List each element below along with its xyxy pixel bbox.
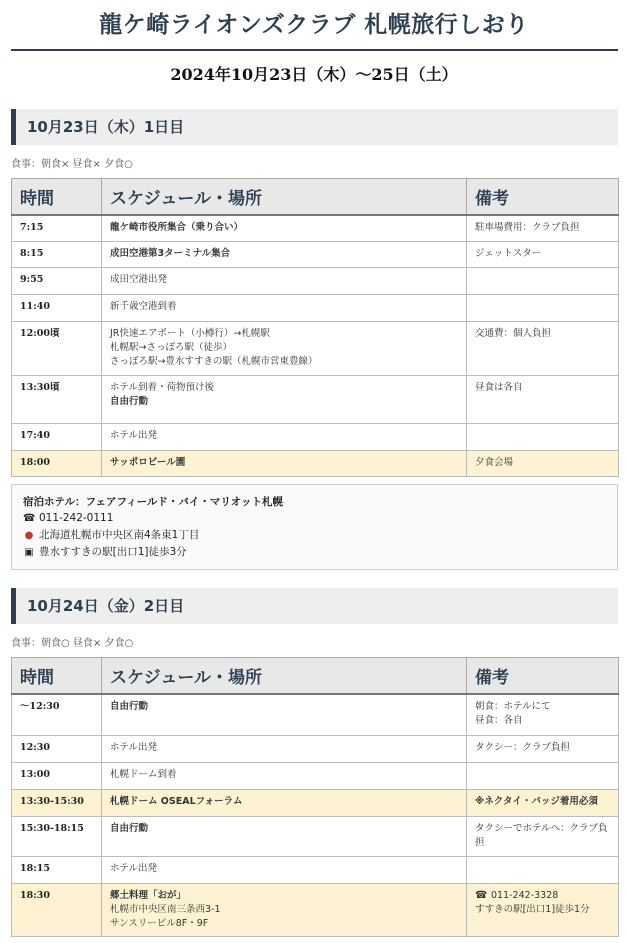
schedule-cell bbox=[102, 789, 467, 816]
schedule-line: 自由行動 bbox=[110, 822, 149, 834]
note-text: 朝食：ホテルにて bbox=[475, 701, 551, 712]
note-line bbox=[475, 221, 610, 235]
table-header-row bbox=[12, 658, 619, 695]
day1-schedule-table bbox=[11, 178, 619, 477]
time-cell: 7:15 bbox=[12, 215, 102, 241]
time-cell: 18:15 bbox=[12, 856, 102, 883]
schedule-cell bbox=[102, 450, 467, 476]
note-text: タクシー：クラブ負担 bbox=[475, 741, 571, 753]
time-cell: 18:00 bbox=[12, 450, 102, 476]
table-row bbox=[12, 267, 619, 294]
schedule-line: 新千歳空港到着 bbox=[110, 300, 177, 312]
table-row bbox=[12, 762, 619, 789]
hotel-phone-line bbox=[23, 510, 606, 527]
hotel-access: 豊水すすきの駅[出口1]徒歩3分 bbox=[39, 546, 187, 558]
notes-cell bbox=[467, 450, 619, 476]
time-cell: 12:30 bbox=[12, 735, 102, 762]
header-notes: 備考 bbox=[467, 658, 619, 695]
notes-cell bbox=[467, 375, 619, 423]
time-cell: 12:00頃 bbox=[12, 321, 102, 375]
time-cell: 〜12:30 bbox=[12, 694, 102, 735]
schedule-cell bbox=[102, 423, 467, 450]
note-line bbox=[475, 889, 610, 903]
time-cell: 15:30-18:15 bbox=[12, 816, 102, 856]
table-row bbox=[12, 816, 619, 856]
schedule-cell bbox=[102, 694, 467, 735]
note-text: 交通費：個人負担 bbox=[475, 327, 552, 339]
header-time: 時間 bbox=[12, 658, 102, 695]
schedule-line: 自由行動 bbox=[110, 395, 149, 407]
hotel-access-line bbox=[23, 544, 606, 561]
note-line bbox=[475, 822, 610, 850]
schedule-line: ホテル到着・荷物預け後 bbox=[110, 381, 215, 393]
table-row bbox=[12, 215, 619, 241]
note-line bbox=[475, 795, 610, 809]
schedule-line: サッポロビール園 bbox=[110, 456, 186, 468]
table-header-row bbox=[12, 179, 619, 216]
schedule-line: 札幌ドーム OSEALフォーラム bbox=[110, 795, 243, 807]
note-line bbox=[475, 381, 610, 395]
schedule-cell bbox=[102, 321, 467, 375]
time-cell: 18:30 bbox=[12, 883, 102, 936]
notes-cell bbox=[467, 215, 619, 241]
notes-cell bbox=[467, 816, 619, 856]
note-text: すすきの駅[出口1]徒歩1分 bbox=[475, 903, 590, 915]
time-cell: 8:15 bbox=[12, 241, 102, 267]
schedule-line: サンスリービル8F・9F bbox=[110, 917, 209, 929]
note-line bbox=[475, 903, 610, 917]
schedule-cell bbox=[102, 762, 467, 789]
title-rule bbox=[11, 49, 618, 51]
schedule-line: 成田空港第3ターミナル集合 bbox=[110, 247, 231, 259]
train-icon: ▣ bbox=[24, 547, 34, 558]
schedule-line: 自由行動 bbox=[110, 701, 149, 712]
schedule-cell bbox=[102, 735, 467, 762]
schedule-cell bbox=[102, 375, 467, 423]
day1-meals: 食事：朝食× 昼食× 夕食○ bbox=[11, 159, 133, 170]
table-row bbox=[12, 856, 619, 883]
table-row bbox=[12, 241, 619, 267]
day2-schedule-table bbox=[11, 657, 619, 937]
schedule-line: 郷土料理「おが」 bbox=[110, 889, 187, 901]
schedule-cell bbox=[102, 215, 467, 241]
day1-header: 10月23日（木）1日目 bbox=[11, 109, 618, 145]
table-row bbox=[12, 321, 619, 375]
header-schedule: スケジュール・場所 bbox=[102, 658, 467, 695]
note-line bbox=[475, 247, 610, 261]
hotel-phone: 011-242-0111 bbox=[39, 512, 114, 524]
schedule-cell bbox=[102, 816, 467, 856]
schedule-cell bbox=[102, 883, 467, 936]
note-line bbox=[475, 456, 610, 470]
schedule-line: 札幌市中央区南三条西3-1 bbox=[110, 903, 221, 915]
note-line bbox=[475, 327, 610, 341]
table-row bbox=[12, 735, 619, 762]
note-text: 夕食会場 bbox=[475, 456, 514, 468]
schedule-line: ホテル出発 bbox=[110, 741, 158, 753]
notes-cell bbox=[467, 883, 619, 936]
note-text: 昼食：各自 bbox=[475, 715, 523, 726]
day2-header: 10月24日（金）2日目 bbox=[11, 588, 618, 624]
notes-cell bbox=[467, 735, 619, 762]
schedule-cell bbox=[102, 856, 467, 883]
hotel-address-line bbox=[23, 527, 606, 544]
schedule-cell bbox=[102, 241, 467, 267]
notes-cell bbox=[467, 321, 619, 375]
schedule-line: さっぽろ駅→豊水すすきの駅（札幌市営東豊線） bbox=[110, 355, 318, 367]
hotel-address: 北海道札幌市中央区南4条東1丁目 bbox=[39, 529, 200, 541]
day2-meals: 食事：朝食○ 昼食× 夕食○ bbox=[11, 638, 134, 649]
schedule-line: 札幌ドーム到着 bbox=[110, 768, 177, 780]
time-cell: 17:40 bbox=[12, 423, 102, 450]
table-row bbox=[12, 694, 619, 735]
schedule-line: 成田空港出発 bbox=[110, 273, 168, 285]
time-cell: 9:55 bbox=[12, 267, 102, 294]
notes-cell bbox=[467, 856, 619, 883]
schedule-line: 龍ケ崎市役所集合（乗り合い） bbox=[110, 222, 244, 233]
hotel-name: 宿泊ホテル：フェアフィールド・バイ・マリオット札幌 bbox=[23, 496, 283, 508]
note-text: ※ネクタイ・バッジ着用必須 bbox=[475, 795, 598, 807]
hotel-info-box bbox=[11, 484, 618, 570]
phone-icon: ☎ bbox=[23, 513, 36, 524]
table-row bbox=[12, 294, 619, 321]
note-line bbox=[475, 741, 610, 755]
table-row bbox=[12, 883, 619, 936]
table-row bbox=[12, 450, 619, 476]
note-text: タクシーでホテルへ：クラブ負担 bbox=[475, 822, 608, 848]
date-range: 2024年10月23日（木）〜25日（土） bbox=[170, 65, 458, 84]
header-schedule: スケジュール・場所 bbox=[102, 179, 467, 216]
note-text: 011-242-3328 bbox=[491, 889, 559, 901]
phone-icon: ☎ bbox=[475, 889, 488, 901]
schedule-cell bbox=[102, 294, 467, 321]
notes-cell bbox=[467, 423, 619, 450]
notes-cell bbox=[467, 294, 619, 321]
time-cell: 13:30-15:30 bbox=[12, 789, 102, 816]
time-cell: 13:30頃 bbox=[12, 375, 102, 423]
notes-cell bbox=[467, 241, 619, 267]
time-cell: 13:00 bbox=[12, 762, 102, 789]
table-row bbox=[12, 423, 619, 450]
note-line bbox=[475, 714, 610, 728]
notes-cell bbox=[467, 762, 619, 789]
note-text: ジェットスター bbox=[475, 247, 542, 259]
map-pin-icon: ● bbox=[24, 530, 34, 541]
page-title: 龍ケ崎ライオンズクラブ 札幌旅行しおり bbox=[99, 12, 529, 38]
schedule-line: 札幌駅→さっぽろ駅（徒歩） bbox=[110, 341, 232, 353]
note-text: 駐車場費用：クラブ負担 bbox=[475, 222, 580, 233]
table-row bbox=[12, 789, 619, 816]
schedule-line: JR快速エアポート（小樽行）→札幌駅 bbox=[110, 327, 270, 339]
schedule-line: ホテル出発 bbox=[110, 429, 158, 441]
notes-cell bbox=[467, 694, 619, 735]
schedule-line: ホテル出発 bbox=[110, 862, 158, 874]
header-notes: 備考 bbox=[467, 179, 619, 216]
time-cell: 11:40 bbox=[12, 294, 102, 321]
note-text: 昼食は各自 bbox=[475, 381, 523, 393]
header-time: 時間 bbox=[12, 179, 102, 216]
notes-cell bbox=[467, 789, 619, 816]
notes-cell bbox=[467, 267, 619, 294]
note-line bbox=[475, 700, 610, 714]
schedule-cell bbox=[102, 267, 467, 294]
table-row bbox=[12, 375, 619, 423]
